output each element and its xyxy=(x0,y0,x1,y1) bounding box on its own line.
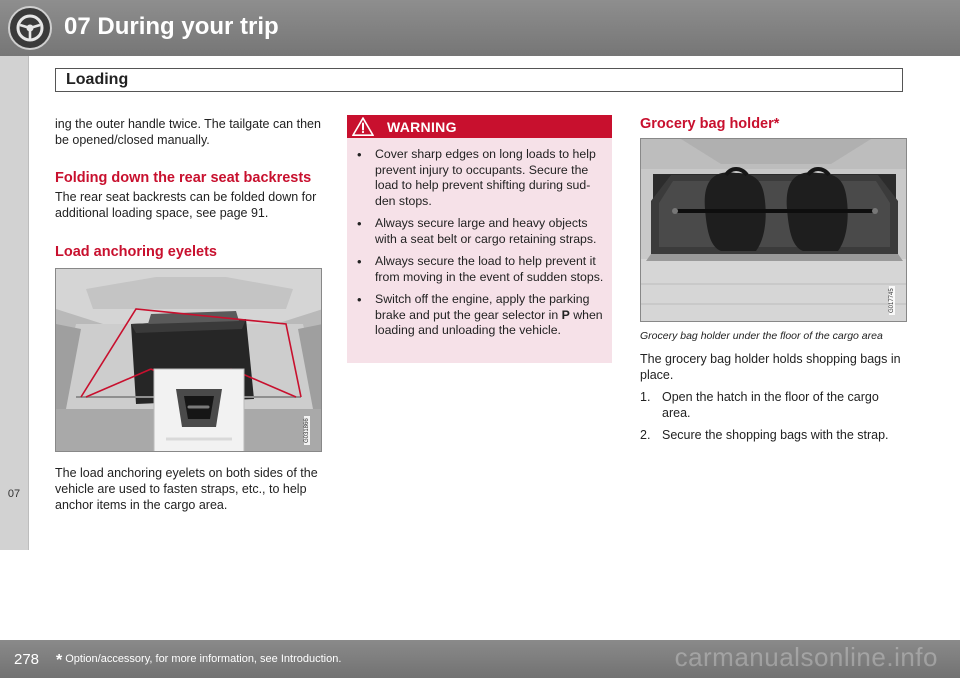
warning-list xyxy=(347,138,612,339)
step-number: 2. xyxy=(640,428,651,442)
cargo-eyelets-photo xyxy=(55,268,322,452)
footnote xyxy=(56,652,341,670)
grocery-photo-caption: Grocery bag holder under the floor of the cargo area xyxy=(640,330,883,342)
section-title-bar xyxy=(55,68,903,92)
warning-item-tail: when loading and unloading the vehicle. xyxy=(375,307,603,337)
chapter-side-tab xyxy=(0,56,29,550)
grocery-bag-holder-illustration xyxy=(641,139,907,322)
photo-reference-code: G017745 xyxy=(889,288,895,313)
warning-item-engine xyxy=(347,292,604,339)
anchoring-heading: Load anchoring eyelets xyxy=(55,244,217,260)
chapter-title: 07 During your trip xyxy=(64,13,279,40)
cargo-eyelets-illustration xyxy=(56,269,322,452)
section-title: Loading xyxy=(66,71,129,88)
header-band xyxy=(0,0,960,56)
warning-header xyxy=(347,115,612,138)
watermark: carmanualsonline.info xyxy=(674,642,938,672)
grocery-intro-paragraph: The grocery bag holder holds shopping bags in place. xyxy=(640,352,901,382)
grocery-heading: Grocery bag holder* xyxy=(640,116,780,132)
step-item xyxy=(640,427,907,443)
footnote-text: Option/accessory, for more information, see Introduction. xyxy=(65,653,342,665)
gear-selector-label: P xyxy=(561,307,570,322)
step-item xyxy=(640,389,907,421)
warning-item: • Cover sharp edges on long loads to help prevent injury to occupants. Secure the load to help prevent shifting during sud-den stops. xyxy=(347,147,604,209)
page-number: 278 xyxy=(14,651,40,668)
column-left xyxy=(55,110,325,513)
warning-item: • Always secure large and heavy objects with a seat belt or cargo retaining straps. xyxy=(347,216,604,247)
step-text: Secure the shopping bags with the strap. xyxy=(662,428,889,442)
anchoring-paragraph: The load anchoring eyelets on both sides of the vehicle are used to fasten straps, etc., to help anchor items in the cargo area. xyxy=(55,466,318,512)
chapter-tab-number: 07 xyxy=(7,488,21,500)
photo-reference-code: G031866 xyxy=(304,418,310,443)
step-number: 1. xyxy=(640,390,651,404)
column-middle xyxy=(347,110,612,363)
warning-box xyxy=(347,115,612,363)
warning-item-text: Switch off the engine, apply the parking brake and put the gear selector in xyxy=(375,292,590,322)
folding-paragraph: The rear seat backrests can be folded down for additional loading space, see page 91. xyxy=(55,190,317,220)
footer-band xyxy=(0,640,960,678)
folding-heading: Folding down the rear seat backrests xyxy=(55,170,312,186)
intro-paragraph: ing the outer handle twice. The tailgate can then be opened/closed manually. xyxy=(55,117,321,147)
warning-title: WARNING xyxy=(387,119,457,135)
grocery-bag-holder-photo xyxy=(640,138,907,322)
warning-triangle-icon xyxy=(351,116,375,137)
footnote-star: * xyxy=(56,652,63,669)
step-text: Open the hatch in the floor of the cargo area. xyxy=(662,390,879,420)
column-right xyxy=(640,110,907,449)
warning-item: • Always secure the load to help prevent it from moving in the event of sudden stops. xyxy=(347,254,604,285)
steering-wheel-icon xyxy=(8,6,52,50)
grocery-steps-list xyxy=(640,389,907,443)
